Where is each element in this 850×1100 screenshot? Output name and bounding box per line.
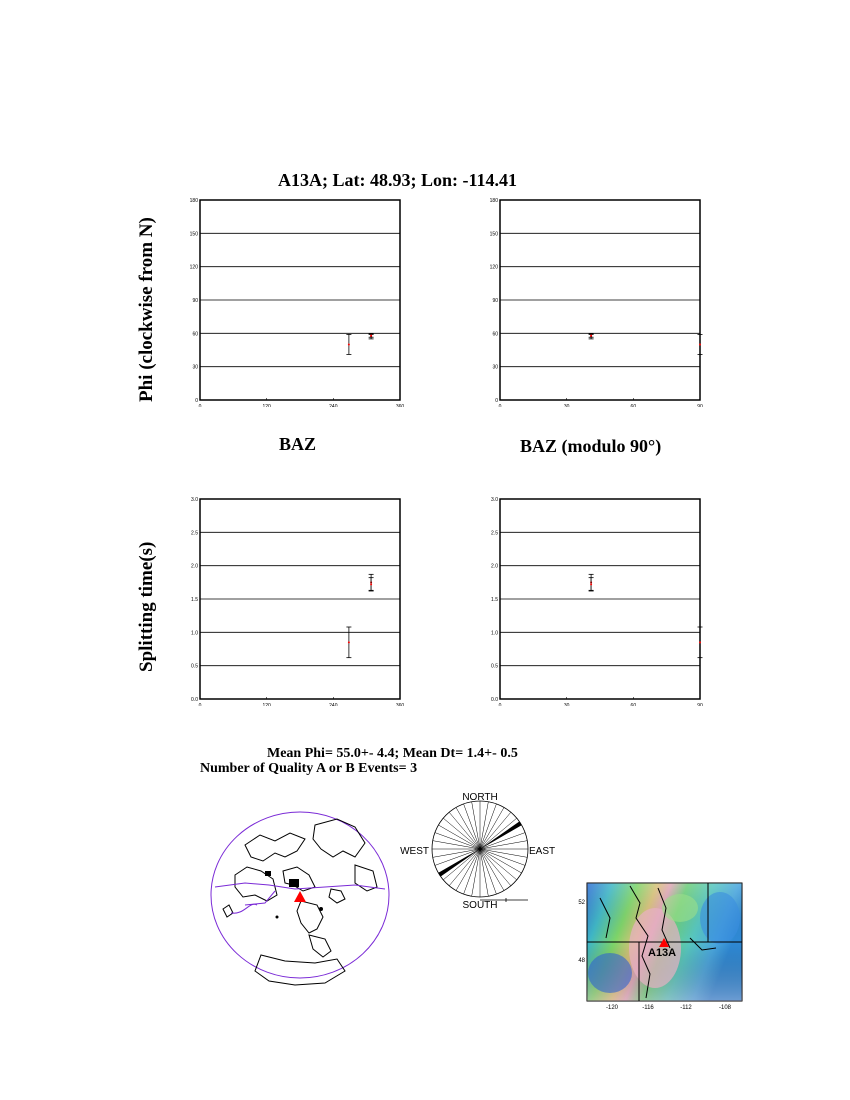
x-tick-label: 0 <box>498 404 502 407</box>
inset-lon-tick: -112 <box>680 1005 692 1011</box>
y-tick-label: 0.5 <box>491 663 498 670</box>
mean-stats-text: Mean Phi= 55.0+- 4.4; Mean Dt= 1.4+- 0.5 <box>267 746 518 761</box>
x-tick-label: 0 <box>198 404 202 407</box>
y-tick-label: 30 <box>192 364 198 371</box>
x-tick-label: 0 <box>198 703 202 706</box>
y-tick-label: 120 <box>189 264 198 271</box>
rose-south-label: SOUTH <box>462 900 498 911</box>
baz-x-axis-label: BAZ <box>279 434 317 454</box>
x-tick-label: 240 <box>329 703 338 706</box>
x-tick-label: 0 <box>498 703 502 706</box>
inset-lat-tick: 52 <box>578 900 585 906</box>
x-tick-label: 60 <box>630 703 637 706</box>
y-tick-label: 150 <box>189 231 198 238</box>
y-tick-label: 2.5 <box>491 530 498 537</box>
y-tick-label: 120 <box>489 264 498 271</box>
y-tick-label: 1.0 <box>491 630 498 637</box>
data-point <box>369 578 374 591</box>
y-tick-label: 180 <box>489 198 498 204</box>
y-tick-label: 3.0 <box>191 497 198 503</box>
event-count-text: Number of Quality A or B Events= 3 <box>200 761 418 776</box>
data-point <box>346 627 351 658</box>
data-point <box>698 334 703 354</box>
x-tick-label: 240 <box>329 404 338 407</box>
baz-mod90-x-axis-label: BAZ (modulo 90°) <box>520 436 662 456</box>
globe-map <box>205 805 395 995</box>
y-tick-label: 90 <box>192 298 198 304</box>
x-tick-label: 360 <box>395 703 405 706</box>
y-tick-label: 2.0 <box>191 563 198 570</box>
x-tick-label: 60 <box>630 404 637 407</box>
y-tick-label: 60 <box>192 331 198 338</box>
x-tick-label: 360 <box>395 404 405 407</box>
x-tick-label: 30 <box>563 404 570 407</box>
phi-y-axis-label: Phi (clockwise from N) <box>136 217 157 402</box>
y-tick-label: 0.0 <box>491 697 498 703</box>
dt-vs-baz-mod90-plot <box>485 491 715 706</box>
phi-vs-baz-mod90-plot <box>485 192 715 407</box>
y-tick-label: 1.5 <box>491 597 498 603</box>
rose-north-label: NORTH <box>462 792 498 803</box>
data-point <box>698 627 703 658</box>
inset-lat-tick: 48 <box>578 958 585 964</box>
y-tick-label: 3.0 <box>491 497 498 503</box>
y-tick-label: 1.5 <box>191 597 198 603</box>
x-tick-label: 90 <box>697 703 703 706</box>
y-tick-label: 0 <box>495 398 498 404</box>
y-tick-label: 0.5 <box>191 663 198 670</box>
dt-y-axis-label: Splitting time(s) <box>136 541 157 672</box>
data-point <box>346 334 351 354</box>
inset-lon-tick: -116 <box>642 1005 654 1011</box>
phi-rose-diagram <box>395 785 565 915</box>
data-point <box>589 578 594 591</box>
x-tick-label: 30 <box>563 703 570 706</box>
rose-west-label: WEST <box>400 846 429 857</box>
rose-petal <box>438 849 480 877</box>
y-tick-label: 1.0 <box>191 630 198 637</box>
y-tick-label: 150 <box>489 231 498 238</box>
y-tick-label: 0 <box>195 398 198 404</box>
rose-petal <box>480 821 522 849</box>
dt-vs-baz-plot <box>185 491 415 706</box>
y-tick-label: 30 <box>492 364 498 371</box>
y-tick-label: 180 <box>189 198 198 204</box>
y-tick-label: 2.5 <box>191 530 198 537</box>
inset-lon-tick: -120 <box>605 1005 619 1011</box>
inset-lon-tick: -108 <box>718 1005 732 1011</box>
y-tick-label: 90 <box>492 298 498 304</box>
y-tick-label: 60 <box>492 331 498 338</box>
x-tick-label: 90 <box>697 404 703 407</box>
phi-vs-baz-plot <box>185 192 415 407</box>
x-tick-label: 120 <box>262 703 271 706</box>
station-title: A13A; Lat: 48.93; Lon: -114.41 <box>278 170 517 190</box>
rose-east-label: EAST <box>529 846 556 857</box>
x-tick-label: 120 <box>262 404 271 407</box>
y-tick-label: 0.0 <box>191 697 198 703</box>
y-tick-label: 2.0 <box>491 563 498 570</box>
station-marker-icon <box>294 891 306 902</box>
inset-topo-map <box>570 878 750 1013</box>
inset-station-label: A13A <box>648 947 677 959</box>
